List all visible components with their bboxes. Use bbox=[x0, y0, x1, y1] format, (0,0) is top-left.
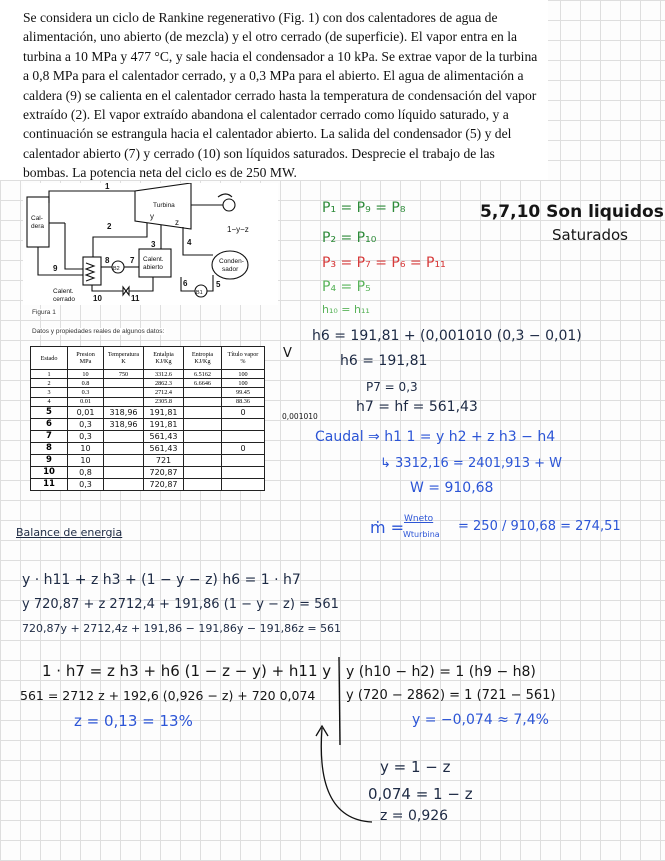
table-cell bbox=[184, 466, 222, 478]
table-cell bbox=[184, 430, 222, 442]
table-cell bbox=[184, 406, 222, 418]
open-heater-box bbox=[139, 249, 171, 277]
note-h6-val: h6 = 191,81 bbox=[340, 353, 428, 369]
table-row bbox=[31, 442, 265, 454]
label-condensador-1: Conden- bbox=[219, 258, 244, 265]
table-cell: 0.3 bbox=[68, 388, 104, 397]
line-1 bbox=[49, 191, 135, 203]
note-saturated-1: 5,7,10 Son liquidos bbox=[480, 202, 664, 222]
balance-line-3: 720,87y + 2712,4z + 191,86 − 191,86y − 191,86z = 561 bbox=[22, 622, 342, 635]
table-row bbox=[31, 454, 265, 466]
table-cell: 2862.3 bbox=[144, 379, 184, 388]
note-m-lhs: ṁ = bbox=[370, 518, 405, 537]
table-cell: 100 bbox=[222, 379, 265, 388]
table-row bbox=[31, 388, 265, 397]
table-cell: 8 bbox=[31, 442, 68, 454]
note-p2: P₂ = P₁₀ bbox=[322, 230, 377, 246]
specific-volume-note: 0,001010 bbox=[282, 412, 318, 421]
line-10 bbox=[92, 285, 123, 291]
table-cell bbox=[222, 466, 265, 478]
relation-line-3: z = 0,926 bbox=[380, 808, 449, 824]
table-row bbox=[31, 397, 265, 406]
th-titulo: Título vapor % bbox=[222, 347, 265, 370]
table-cell: 0 bbox=[222, 442, 265, 454]
table-cell: 100 bbox=[222, 370, 265, 379]
label-cal-abierto-1: Calent. bbox=[143, 256, 164, 263]
table-cell: 10 bbox=[68, 370, 104, 379]
table-cell bbox=[104, 379, 144, 388]
label-y: y bbox=[150, 212, 154, 221]
table-cell: 2712.4 bbox=[144, 388, 184, 397]
table-cell: 720,87 bbox=[144, 478, 184, 490]
table-cell: 6 bbox=[31, 418, 68, 430]
note-p1: P₁ = P₉ = P₈ bbox=[322, 200, 406, 216]
balance-line-5: 561 = 2712 z + 192,6 (0,926 − z) + 720 0,074 bbox=[20, 688, 316, 703]
table-cell: 0,3 bbox=[68, 478, 104, 490]
table-cell bbox=[184, 397, 222, 406]
table-cell: 561,43 bbox=[144, 442, 184, 454]
table-cell: 750 bbox=[104, 370, 144, 379]
table-cell: 0,3 bbox=[68, 418, 104, 430]
table-cell bbox=[184, 442, 222, 454]
table-row bbox=[31, 430, 265, 442]
table-cell bbox=[104, 466, 144, 478]
table-cell: 10 bbox=[31, 466, 68, 478]
note-caudal: Caudal ⇒ h1 1 = y h2 + z h3 − h4 bbox=[315, 429, 556, 445]
label-turbina: Turbina bbox=[153, 202, 175, 209]
label-cal-abierto-2: abierto bbox=[143, 264, 163, 271]
label-b2: B2 bbox=[113, 266, 120, 272]
line-11 bbox=[129, 277, 153, 291]
note-p3: P₃ = P₇ = P₆ = P₁₁ bbox=[322, 255, 446, 271]
th-temperatura: Temperatura K bbox=[104, 347, 144, 370]
y-result: y = −0,074 ≈ 7,4% bbox=[412, 712, 549, 728]
table-cell: 0,3 bbox=[68, 430, 104, 442]
table-cell: 0.8 bbox=[68, 379, 104, 388]
table-cell bbox=[222, 430, 265, 442]
node-3: 3 bbox=[151, 240, 156, 249]
note-saturated-2: Saturados bbox=[552, 226, 628, 244]
figure-caption: Figura 1 bbox=[32, 309, 56, 316]
node-10: 10 bbox=[93, 294, 102, 303]
th-entropia: Entropia KJ/Kg bbox=[184, 347, 222, 370]
table-cell: 3 bbox=[31, 388, 68, 397]
table-cell: 318,96 bbox=[104, 418, 144, 430]
table-caption: Datos y propiedades reales de algunos datos: bbox=[32, 328, 165, 335]
table-cell: 4 bbox=[31, 397, 68, 406]
problem-text: Se considera un ciclo de Rankine regenerativo (Fig. 1) con dos calentadores de agua de alimentación, uno abierto (de mezcla) y el otro cerrado (de superficie). El vapor entra en la turbina a 10 MPa y 477 °C, y sale hacia el condensador a 10 kPa. Se extrae vapor de la turbina a 0,8 MPa para el calentador cerrado, y a 0,3 MPa para el abierto. El agua de alimentación a caldera (9) se calienta en el calentador cerrado hasta la temperatura de condensación del vapor extraído (2). El vapor extraído abandona el calentador cerrado como líquido saturado, y a continuación se estrangula hacia el calentador abierto. La salida del condensador (5) y del calentador abierto (7) y cerrado (10) son líquidos saturados. Desprecie el trabajo de las bombas. La potencia neta del ciclo es de 250 MW. bbox=[23, 10, 538, 180]
table-cell bbox=[104, 430, 144, 442]
table-cell: 9 bbox=[31, 454, 68, 466]
table-cell: 0,01 bbox=[68, 406, 104, 418]
table-cell: 6.6646 bbox=[184, 379, 222, 388]
table-row bbox=[31, 478, 265, 490]
table-cell: 720,87 bbox=[144, 466, 184, 478]
table-cell bbox=[222, 418, 265, 430]
label-1-y-z: 1−y−z bbox=[227, 225, 249, 234]
table-cell: 5 bbox=[31, 406, 68, 418]
check-mark: V bbox=[283, 346, 292, 361]
th-estado: Estado bbox=[31, 347, 68, 370]
table-cell bbox=[184, 388, 222, 397]
y-line-1: y (h10 − h2) = 1 (h9 − h8) bbox=[346, 664, 536, 680]
table-cell bbox=[104, 388, 144, 397]
label-cal-cerrado-1: Calent. bbox=[53, 288, 74, 295]
table-row bbox=[31, 379, 265, 388]
note-p4: P₄ = P₅ bbox=[322, 279, 371, 295]
condenser-shape bbox=[212, 251, 248, 279]
table-cell bbox=[104, 478, 144, 490]
node-8: 8 bbox=[105, 256, 110, 265]
table-row bbox=[31, 466, 265, 478]
table-row bbox=[31, 370, 265, 379]
table-row bbox=[31, 406, 265, 418]
cycle-schematic bbox=[23, 183, 278, 305]
note-h7: h7 = hf = 561,43 bbox=[356, 399, 478, 415]
node-2: 2 bbox=[107, 222, 112, 231]
table-cell: 0 bbox=[222, 406, 265, 418]
balance-line-4: 1 · h7 = z h3 + h6 (1 − z − y) + h11 y bbox=[42, 662, 332, 680]
y-line-2: y (720 − 2862) = 1 (721 − 561) bbox=[346, 688, 556, 703]
table-cell: 318,96 bbox=[104, 406, 144, 418]
properties-table bbox=[30, 346, 265, 491]
table-cell: 11 bbox=[31, 478, 68, 490]
table-cell bbox=[184, 478, 222, 490]
table-cell bbox=[104, 397, 144, 406]
table-cell: 191,81 bbox=[144, 418, 184, 430]
note-p7: P7 = 0,3 bbox=[366, 380, 418, 394]
table-cell bbox=[222, 454, 265, 466]
table-cell: 10 bbox=[68, 442, 104, 454]
node-9: 9 bbox=[53, 264, 58, 273]
boiler-box bbox=[27, 197, 49, 247]
table-cell: 0.01 bbox=[68, 397, 104, 406]
node-1: 1 bbox=[105, 183, 110, 191]
node-11: 11 bbox=[131, 294, 140, 303]
table-cell: 88.36 bbox=[222, 397, 265, 406]
balance-line-2: y 720,87 + z 2712,4 + 191,86 (1 − y − z) = 561 bbox=[22, 597, 339, 612]
balance-title: Balance de energia bbox=[16, 526, 123, 539]
table-cell: 10 bbox=[68, 454, 104, 466]
node-4: 4 bbox=[187, 238, 192, 247]
table-cell: 3312.6 bbox=[144, 370, 184, 379]
table-cell: 2305.8 bbox=[144, 397, 184, 406]
relation-line-2: 0,074 = 1 − z bbox=[368, 785, 473, 803]
label-cal-cerrado-2: cerrado bbox=[53, 296, 76, 303]
note-h6-eq: h6 = 191,81 + (0,001010 (0,3 − 0,01) bbox=[312, 328, 582, 344]
label-caldera-2: dera bbox=[31, 223, 45, 230]
table-cell bbox=[184, 418, 222, 430]
note-caudal-num: ↳ 3312,16 = 2401,913 + W bbox=[380, 456, 562, 471]
table-cell: 191,81 bbox=[144, 406, 184, 418]
th-entalpia: Entalpia KJ/Kg bbox=[144, 347, 184, 370]
table-header-row bbox=[31, 347, 265, 370]
note-m-num: Wneto bbox=[404, 514, 434, 524]
problem-statement bbox=[0, 0, 548, 180]
table-cell: 99.45 bbox=[222, 388, 265, 397]
label-condensador-2: sador bbox=[222, 266, 239, 273]
table-cell: 7 bbox=[31, 430, 68, 442]
table-cell bbox=[184, 454, 222, 466]
table-row bbox=[31, 418, 265, 430]
table-cell: 6.5162 bbox=[184, 370, 222, 379]
table-cell: 1 bbox=[31, 370, 68, 379]
table-cell bbox=[104, 454, 144, 466]
th-presion: Presion MPa bbox=[68, 347, 104, 370]
curved-arrow bbox=[310, 722, 380, 827]
note-w: W = 910,68 bbox=[410, 480, 494, 496]
node-5: 5 bbox=[216, 280, 221, 289]
table-cell bbox=[222, 478, 265, 490]
node-7: 7 bbox=[130, 256, 135, 265]
table-cell: 561,43 bbox=[144, 430, 184, 442]
note-m-rhs: = 250 / 910,68 = 274,51 bbox=[458, 519, 621, 534]
z-result: z = 0,13 = 13% bbox=[74, 712, 193, 730]
note-m-den: Wturbina bbox=[403, 530, 440, 539]
note-h10: h₁₀ = h₁₁ bbox=[322, 303, 370, 316]
node-6: 6 bbox=[183, 279, 188, 288]
label-caldera-1: Cal- bbox=[31, 215, 43, 222]
balance-line-1: y · h11 + z h3 + (1 − y − z) h6 = 1 · h7 bbox=[22, 572, 301, 588]
label-z: z bbox=[175, 218, 179, 227]
line-9 bbox=[38, 247, 65, 275]
rankine-cycle-diagram bbox=[23, 183, 278, 305]
table-cell bbox=[104, 442, 144, 454]
relation-line-1: y = 1 − z bbox=[380, 758, 451, 776]
label-b1: B1 bbox=[196, 290, 203, 296]
table-cell: 2 bbox=[31, 379, 68, 388]
table-cell: 0,8 bbox=[68, 466, 104, 478]
table-cell: 721 bbox=[144, 454, 184, 466]
